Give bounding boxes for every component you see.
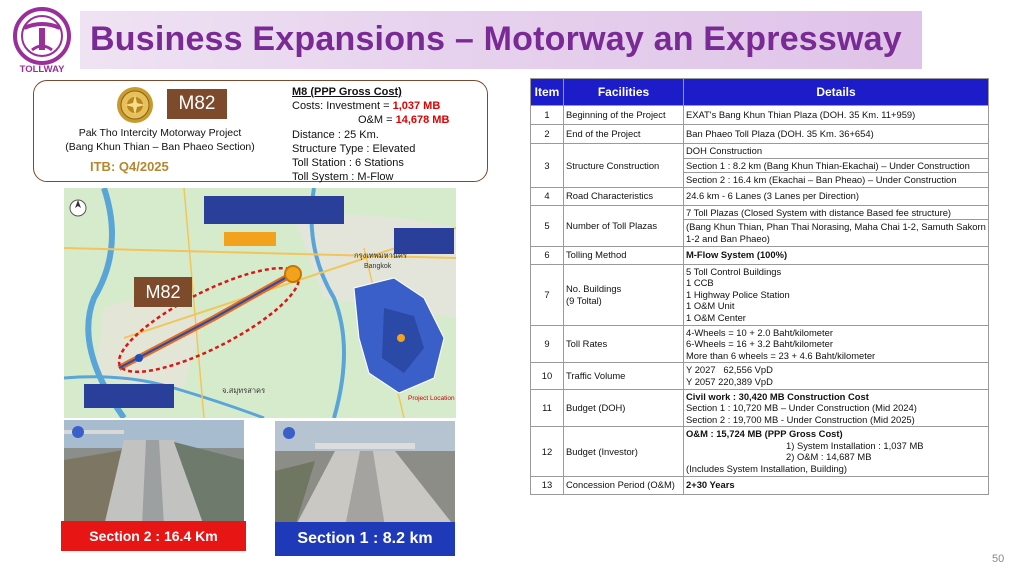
row-facility: Budget (Investor) <box>564 427 684 476</box>
spec-distance: Distance : 25 Km. <box>292 128 379 141</box>
row-item: 10 <box>531 363 564 389</box>
row-details: M-Flow System (100%) <box>684 246 989 264</box>
detail-line: 1) System Installation : 1,037 MB <box>786 439 924 451</box>
row-facility: End of the Project <box>564 125 684 144</box>
row-details <box>684 363 989 389</box>
detail-line: 5 Toll Control Buildings <box>686 265 782 277</box>
row-item: 1 <box>531 106 564 125</box>
row-facility: Number of Toll Plazas <box>564 205 684 246</box>
map-project-location: Project Location <box>408 395 455 402</box>
row-item: 13 <box>531 476 564 494</box>
table-row <box>531 246 989 264</box>
row-facility <box>564 264 684 325</box>
detail-line: Section 1 : 10,720 MB – Under Construction (Mid 2024) <box>686 402 917 414</box>
row-item: 12 <box>531 427 564 476</box>
om-value: 14,678 <box>395 114 430 127</box>
row-facility: Budget (DOH) <box>564 389 684 427</box>
investment-value: 1,037 <box>392 100 421 113</box>
row-details <box>684 144 989 188</box>
om-unit: MB <box>429 114 450 127</box>
project-spec <box>292 85 449 184</box>
detail-line: 1 O&M Unit <box>686 300 735 312</box>
row-item: 2 <box>531 125 564 144</box>
row-facility: Toll Rates <box>564 325 684 363</box>
detail-line: DOH Construction <box>684 144 988 159</box>
detail-line: 7 Toll Plazas (Closed System with distance Based fee structure) <box>684 206 988 221</box>
row-facility: Concession Period (O&M) <box>564 476 684 494</box>
spec-om <box>292 113 449 127</box>
project-info-box <box>33 80 488 182</box>
row-item: 6 <box>531 246 564 264</box>
project-name-line1: Pak Tho Intercity Motorway Project <box>78 127 242 139</box>
section1-label: Section 1 : 8.2 km <box>275 522 455 556</box>
spec-structure: Structure Type : Elevated <box>292 142 416 155</box>
row-item: 5 <box>531 205 564 246</box>
detail-line: Section 2 : 19,700 MB - Under Construction (Mid 2025) <box>686 413 915 425</box>
section1-photo <box>275 421 455 527</box>
itb-date: ITB: Q4/2025 <box>90 159 169 174</box>
row-facility: Road Characteristics <box>564 187 684 205</box>
row-details: EXAT's Bang Khun Thian Plaza (DOH. 35 Km. 11+959) <box>684 106 989 125</box>
row-facility: Beginning of the Project <box>564 106 684 125</box>
table-row <box>531 125 989 144</box>
om-label: O&M = <box>358 114 396 127</box>
facility-line: (9 Toltal) <box>566 294 602 306</box>
row-facility: Tolling Method <box>564 246 684 264</box>
government-seal-icon <box>116 86 154 124</box>
table-row <box>531 427 989 476</box>
detail-line: Y 2027 62,556 VpD <box>686 364 773 376</box>
project-name-line2: (Bang Khun Thian – Ban Phaeo Section) <box>65 141 255 153</box>
spec-toll-system: Toll System : M-Flow <box>292 171 394 184</box>
row-details: 2+30 Years <box>684 476 989 494</box>
map-route-badge: M82 <box>134 277 192 307</box>
title-band <box>80 11 922 69</box>
section2-label: Section 2 : 16.4 Km <box>61 521 246 551</box>
map-bangkok-th: กรุงเทพมหานคร <box>354 251 407 260</box>
table-row <box>531 106 989 125</box>
costs-label: Costs: Investment = <box>292 100 393 113</box>
row-details <box>684 205 989 246</box>
investment-unit: MB <box>420 100 441 113</box>
detail-line: Y 2057 220,389 VpD <box>686 375 773 387</box>
detail-line: 1 CCB <box>686 277 714 289</box>
header-details: Details <box>684 79 989 106</box>
detail-line: 2) O&M : 14,687 MB <box>786 451 872 463</box>
header-facilities: Facilities <box>564 79 684 106</box>
spec-title: M8 (PPP Gross Cost) <box>292 86 402 98</box>
detail-line: Civil work : 30,420 MB Construction Cost <box>686 390 869 402</box>
row-facility: Structure Construction <box>564 144 684 188</box>
map-bangkok-en: Bangkok <box>364 263 392 270</box>
row-details: 24.6 km - 6 Lanes (3 Lanes per Direction) <box>684 187 989 205</box>
tollway-logo <box>10 6 74 74</box>
detail-line: O&M : 15,724 MB (PPP Gross Cost) <box>686 428 843 440</box>
table-row <box>531 389 989 427</box>
table-row <box>531 264 989 325</box>
detail-line: (Bang Khun Thian, Phan Thai Norasing, Maha Chai 1-2, Samuth Sakorn 1-2 and Ban Phaeo) <box>686 221 986 244</box>
project-map <box>64 188 456 418</box>
row-details <box>684 389 989 427</box>
table-row <box>531 325 989 363</box>
table-header-row <box>531 79 989 106</box>
row-details <box>684 264 989 325</box>
section2-photo <box>64 420 244 526</box>
row-details <box>684 325 989 363</box>
header-item: Item <box>531 79 564 106</box>
page-number: 50 <box>992 553 1005 565</box>
detail-line: Section 1 : 8.2 km (Bang Khun Thian-Ekachai) – Under Construction <box>684 159 988 174</box>
row-details: Ban Phaeo Toll Plaza (DOH. 35 Km. 36+654) <box>684 125 989 144</box>
detail-line: 4-Wheels = 10 + 2.0 Baht/kilometer <box>686 326 833 338</box>
detail-line: 1 Highway Police Station <box>686 288 790 300</box>
facility-line: No. Buildings <box>566 282 622 294</box>
row-facility: Traffic Volume <box>564 363 684 389</box>
row-item: 11 <box>531 389 564 427</box>
map-samut-sakhon: จ.สมุทรสาคร <box>222 386 266 395</box>
row-item: 4 <box>531 187 564 205</box>
project-code-badge: M82 <box>167 89 227 119</box>
detail-line: 6-Wheels = 16 + 3.2 Baht/kilometer <box>686 338 833 350</box>
detail-line: More than 6 wheels = 23 + 4.6 Baht/kilometer <box>686 349 876 361</box>
detail-line: 1 O&M Center <box>686 311 746 323</box>
table-row <box>531 144 989 188</box>
spec-investment <box>292 99 449 113</box>
table-row <box>531 187 989 205</box>
table-row <box>531 476 989 494</box>
spec-toll-station: Toll Station : 6 Stations <box>292 157 404 170</box>
row-item: 7 <box>531 264 564 325</box>
logo-text: TOLLWAY <box>19 64 65 74</box>
row-item: 9 <box>531 325 564 363</box>
page-title: Business Expansions – Motorway an Expressway <box>90 20 902 58</box>
table-row <box>531 363 989 389</box>
facilities-table <box>530 78 989 495</box>
table-row <box>531 205 989 246</box>
project-name <box>42 126 278 154</box>
row-item: 3 <box>531 144 564 188</box>
row-details <box>684 427 989 476</box>
detail-line: (Includes System Installation, Building) <box>686 463 848 475</box>
detail-line: Section 2 : 16.4 km (Ekachai – Ban Pheao) – Under Construction <box>686 174 957 186</box>
